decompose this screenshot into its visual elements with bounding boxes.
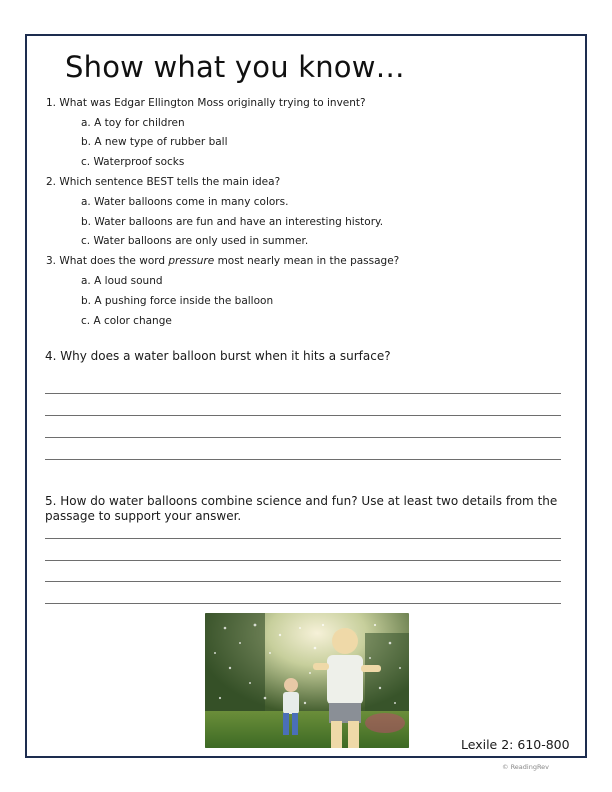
copyright-notice: © ReadingRev [502, 763, 550, 771]
question-3 [46, 255, 399, 267]
option-text: Water balloons are fun and have an interesting history. [94, 216, 384, 228]
question-number: 3. [46, 255, 57, 267]
option-text: A new type of rubber ball [94, 136, 228, 148]
answer-line[interactable] [45, 560, 561, 561]
option-letter: b. [81, 295, 92, 307]
option-text: A color change [93, 315, 172, 327]
answer-line[interactable] [45, 393, 561, 394]
option-3a[interactable] [81, 275, 163, 287]
lexile-level: Lexile 2: 610-800 [461, 737, 570, 752]
option-2a[interactable] [81, 196, 288, 208]
question-text: Why does a water balloon burst when it hits a surface? [60, 349, 391, 363]
question-text-italic: pressure [168, 255, 215, 267]
option-letter: a. [81, 117, 91, 129]
question-number: 1. [46, 97, 57, 109]
option-3b[interactable] [81, 295, 273, 307]
question-1 [46, 97, 366, 109]
answer-line[interactable] [45, 415, 561, 416]
option-letter: c. [81, 156, 91, 168]
answer-line[interactable] [45, 581, 561, 582]
question-number: 2. [46, 176, 57, 188]
question-number: 5. [45, 494, 57, 508]
option-text: Water balloons are only used in summer. [93, 235, 309, 247]
children-water-play-photo [205, 613, 409, 748]
option-3c[interactable] [81, 315, 172, 327]
question-4 [45, 349, 565, 364]
answer-line[interactable] [45, 538, 561, 539]
answer-line[interactable] [45, 603, 561, 604]
option-letter: a. [81, 275, 91, 287]
option-text: A toy for children [94, 117, 185, 129]
question-text-after: most nearly mean in the passage? [217, 255, 400, 267]
question-5 [45, 494, 565, 524]
option-letter: a. [81, 196, 91, 208]
answer-line[interactable] [45, 459, 561, 460]
option-letter: c. [81, 315, 91, 327]
option-letter: c. [81, 235, 91, 247]
option-2b[interactable] [81, 216, 383, 228]
option-text: A pushing force inside the balloon [94, 295, 274, 307]
question-number: 4. [45, 349, 57, 363]
option-text: Water balloons come in many colors. [94, 196, 289, 208]
option-1a[interactable] [81, 117, 185, 129]
question-text: Which sentence BEST tells the main idea? [59, 176, 281, 188]
question-text-before: What does the word [59, 255, 166, 267]
answer-line[interactable] [45, 437, 561, 438]
page-title: Show what you know… [65, 50, 405, 84]
question-text: What was Edgar Ellington Moss originally trying to invent? [59, 97, 366, 109]
option-letter: b. [81, 216, 92, 228]
option-1c[interactable] [81, 156, 184, 168]
option-text: A loud sound [94, 275, 163, 287]
option-text: Waterproof socks [93, 156, 185, 168]
question-text: How do water balloons combine science and fun? Use at least two details from the passage to support your answer. [45, 494, 558, 523]
option-1b[interactable] [81, 136, 228, 148]
question-2 [46, 176, 280, 188]
option-2c[interactable] [81, 235, 308, 247]
option-letter: b. [81, 136, 92, 148]
